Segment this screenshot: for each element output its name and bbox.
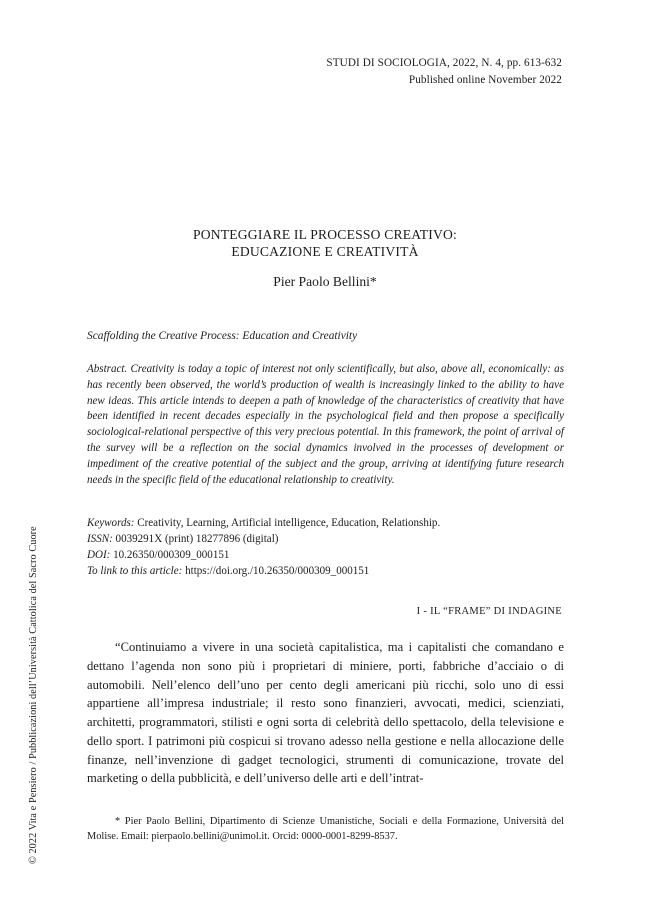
- article-link-value[interactable]: https://doi.org./10.26350/000309_000151: [182, 564, 370, 577]
- english-title: Scaffolding the Creative Process: Education and Creativity: [87, 330, 358, 342]
- keywords-value: Creativity, Learning, Artificial intelligence, Education, Relationship.: [134, 517, 441, 529]
- article-title-line-2: EDUCAZIONE E CREATIVITÀ: [231, 244, 419, 259]
- abstract: Abstract. Creativity is today a topic of interest not only scientifically, but also, above all, economically: as has recently been observed, the world’s production of wealth is increasingly linked to the ability to have new ideas. This article intends to deepen a path of knowledge of the characteristics of creativity that have been identified in recent decades especially in the psychological field and then propose a specifically sociological-relational perspective of this very precious potential. In this framework, the point of arrival of the survey will be a reflection on the social dynamics involved in the processes of development or impediment of the creative potential of the subject and the group, arriving at identifying future research needs in the specific field of the educational relationship to creativity.: [87, 363, 564, 486]
- journal-citation: STUDI DI SOCIOLOGIA, 2022, N. 4, pp. 613-632: [326, 57, 562, 69]
- copyright-notice: © 2022 Vita e Pensiero / Pubblicazioni dell’Università Cattolica del Sacro Cuore: [28, 526, 39, 864]
- section-heading: I - IL “FRAME” DI INDAGINE: [416, 606, 562, 617]
- article-title: [0, 226, 650, 260]
- article-link-label: To link to this article:: [87, 564, 183, 577]
- doi-value: 10.26350/000309_000151: [110, 548, 230, 561]
- issn-row: [87, 532, 564, 548]
- published-date: Published online November 2022: [408, 74, 562, 86]
- article-author: Pier Paolo Bellini*: [273, 274, 377, 289]
- issn-label: ISSN:: [87, 532, 113, 545]
- body-paragraph: “Continuiamo a vivere in una società capitalistica, ma i capitalisti che comandano e dettano l’agenda non sono più i proprietari di miniere, porti, fabbriche d’acciaio o di automobili. Nell’elenco dell’uno per cento degli americani più ricchi, solo uno di essi appartiene all’impresa industriale; il resto sono finanzieri, avvocati, medici, scienziati, architetti, programmatori, stilisti e ogni sorta di celebrità dello spettacolo, della televisione e dello sport. I patrimoni più cospicui si trovano adesso nella gestione e nella allocazione delle finanze, nell’invenzione di gadget tecnologici, strumenti di comunicazione, trovate del marketing o della pubblicità, e dell’universo delle arti e dell’intrat-: [87, 640, 564, 786]
- article-link-row: [87, 564, 564, 580]
- journal-header: [326, 55, 562, 89]
- doi-label: DOI:: [87, 548, 111, 561]
- author-footnote: * Pier Paolo Bellini, Dipartimento di Scienze Umanistiche, Sociali e della Formazione, Università del Molise. Email: pierpaolo.bellini@unimol.it. Orcid: 0000-0001-8299-8537.: [87, 816, 564, 842]
- article-metadata: [87, 516, 564, 580]
- keywords-label: Keywords:: [87, 517, 135, 529]
- doi-row: [87, 548, 564, 564]
- article-title-line-1: PONTEGGIARE IL PROCESSO CREATIVO:: [192, 227, 457, 242]
- keywords-row: [87, 516, 564, 532]
- issn-value: 0039291X (print) 18277896 (digital): [112, 532, 279, 545]
